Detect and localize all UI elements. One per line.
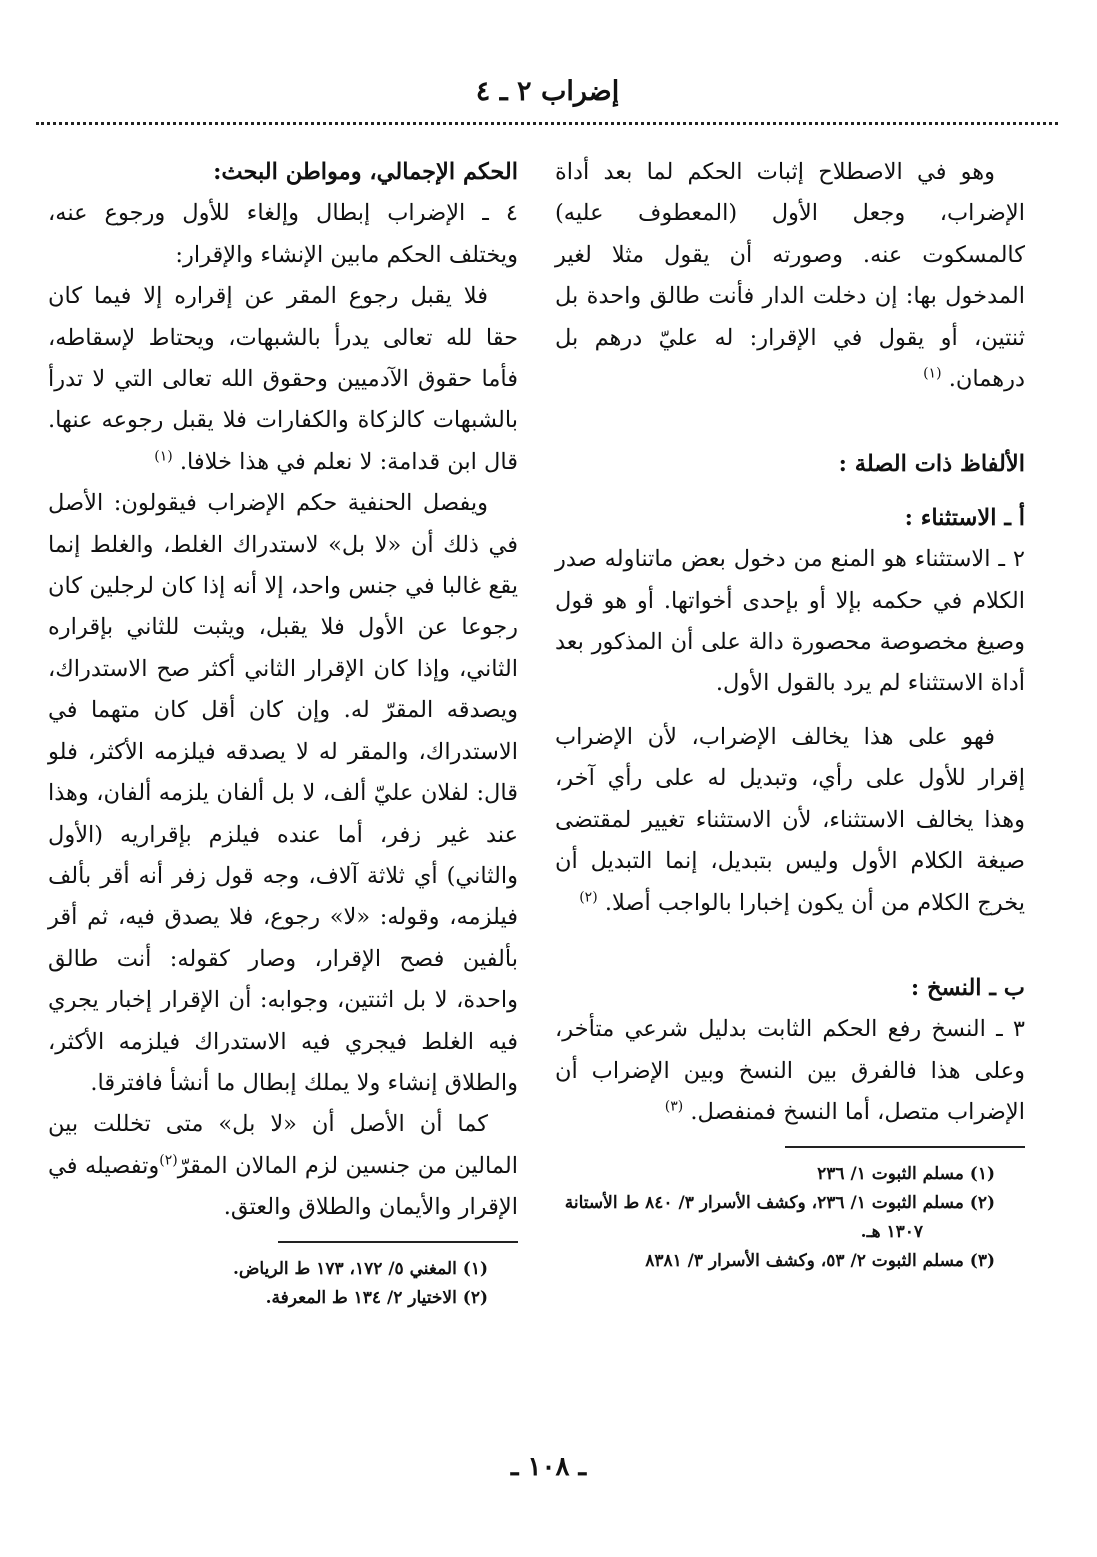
footnote-ref-left-1: (١) — [154, 448, 173, 465]
comparison-paragraph — [555, 717, 1025, 924]
left-column — [48, 152, 518, 1313]
running-header: إضراب ٢ ـ ٤ — [475, 76, 620, 107]
two-amounts-text: كما أن الأصل أن «لا بل» متى تخللت بين المالين من جنسين لزم المالان المقرّ — [48, 1111, 519, 1179]
heading-related-terms: الألفاظ ذات الصلة : — [838, 451, 1025, 478]
footnote-ref-3: (٣) — [664, 1098, 684, 1115]
hanafi-paragraph: ويفصل الحنفية حكم الإضراب فيقولون: الأصل في ذلك أن «لا بل» لاستدراك الغلط، والغلط إنما يقع غالبا في جنس واحد، إلا أنه إذا كان لرجلين كان رجوعا عن الأول فلا يقبل، ويثبت للثاني بإقراره الثاني، وإذا كان الإقرار الثاني أكثر صح الاستدراك، ويصدقه المقرّ له. وإن كان أقل كان متهما في الاستدراك، والمقر له لا يصدقه فيلزمه الأكثر، فلو قال: لفلان عليّ ألف، لا بل ألفان يلزمه ألفان، وهذا عند غير زفر، أما عنده فيلزم بإقراريه (الأول والثاني) أي ثلاثة آلاف، وجه قول زفر أنه أقر بألف فيلزمه، وقوله: «لا» رجوع، فلا يصدق فيه، ثم أقر بألفين فصح الإقرار، وصار كقوله: أنت طالق واحدة، لا بل اثنتين، وجوابه: أن الإقرار إخبار يجري فيه الغلط فيجري فيه الاستدراك فيلزمه الأكثر، والطلاق إنشاء ولا يملك إبطال ما أنشأ فافترقا. — [48, 490, 518, 1096]
retraction-text: فلا يقبل رجوع المقر عن إقراره إلا فيما كان حقا لله تعالى يدرأ بالشبهات، ويحتاط لإسقاطه، فأما حقوق الآدميين وحقوق الله تعالى التي لا تدرأ بالشبهات كالزكاة والكفارات فلا يقبل رجوعه عنها. قال ابن قدامة: لا نعلم في هذا خلافا. — [48, 283, 518, 475]
istithna-paragraph: ٢ ـ الاستثناء هو المنع من دخول بعض ماتناوله صدر الكلام في حكمه بإلا أو بإحدى أخواتها. أو هو قول وصيغ مخصوصة محصورة دالة على أن المذكور بعد أداة الاستثناء لم يرد بالقول الأول. — [555, 546, 1025, 697]
two-amounts-text-end: وتفصيله في الإقرار والأيمان والطلاق والعتق. — [48, 1152, 518, 1221]
heading-general-ruling: الحكم الإجمالي، ومواطن البحث: — [213, 159, 518, 185]
naskh-paragraph — [555, 1009, 1025, 1133]
comparison-text: فهو على هذا يخالف الإضراب، لأن الإضراب إقرار للأول على رأي، وتبديل له على رأي آخر، وهذا يخالف الاستثناء، لأن الاستثناء تغيير لمقتضى صيغة الكلام الأول وليس بتبديل، إنما التبديل أن يخرج الكلام من أن يكون إخبارا بالواجب أصلا. — [555, 723, 1025, 916]
footnote-ref-left-2: (٢) — [159, 1152, 178, 1169]
ruling-paragraph: ٤ ـ الإضراب إبطال وإلغاء للأول ورجوع عنه، ويختلف الحكم مابين الإنشاء والإقرار: — [48, 200, 518, 268]
right-column — [555, 152, 1025, 1276]
footnote-ref-1: (١) — [923, 365, 942, 382]
footnote-2: (٢) مسلم الثبوت ١/ ٢٣٦، وكشف الأسرار ٣/ ٨٤٠ ط الأستانة — [564, 1192, 995, 1213]
definition-text: وهو في الاصطلاح إثبات الحكم لما بعد أداة الإضراب، وجعل الأول (المعطوف عليه) كالمسكوت عنه. وصورته أن يقول مثلا لغير المدخول بها: إن دخلت الدار فأنت طالق واحدة بل ثنتين، أو يقول في الإقرار: له عليّ درهم بل درهمان. — [555, 159, 1025, 393]
footnote-ref-2: (٢) — [579, 889, 598, 905]
footnote-1: (١) مسلم الثبوت ١/ ٢٣٦ — [817, 1163, 995, 1184]
heading-istithna: أ ـ الاستثناء : — [904, 504, 1025, 531]
naskh-text: ٣ ـ النسخ رفع الحكم الثابت بدليل شرعي متأخر، وعلى هذا فالفرق بين النسخ وبين الإضراب أن الإضراب متصل، أما النسخ فمنفصل. — [555, 1016, 1025, 1126]
retraction-paragraph — [48, 276, 518, 483]
heading-naskh: ب ـ النسخ : — [910, 974, 1025, 1001]
footnote-2-continued: ١٣٠٧ هـ. — [860, 1221, 923, 1242]
two-amounts-paragraph — [48, 1104, 518, 1228]
definition-paragraph — [555, 152, 1025, 400]
page-number: ـ ١٠٨ ـ — [510, 1452, 587, 1482]
header-dotted-rule — [36, 122, 1058, 125]
footnote-3: (٣) مسلم الثبوت ٢/ ٥٣، وكشف الأسرار ٣/ ٨٣٨١ — [645, 1250, 995, 1271]
footnote-left-1: (١) المغني ٥/ ١٧٢، ١٧٣ ط الرياض. — [232, 1258, 488, 1279]
footnote-left-2: (٢) الاختيار ٢/ ١٣٤ ط المعرفة. — [265, 1287, 488, 1308]
